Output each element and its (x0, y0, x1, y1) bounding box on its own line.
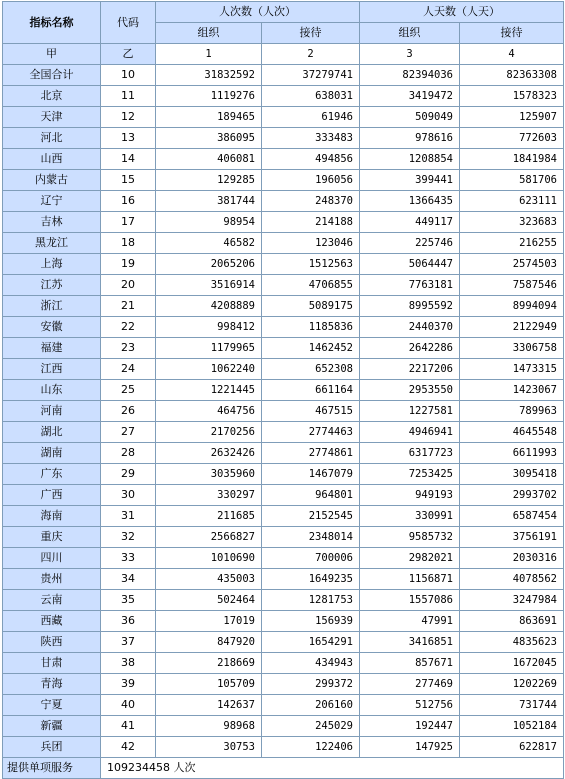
region-code-cell: 12 (101, 107, 156, 128)
region-name-cell: 江苏 (3, 275, 101, 296)
region-code-cell: 18 (101, 233, 156, 254)
table-row (3, 569, 564, 590)
region-name-cell: 全国合计 (3, 65, 101, 86)
person-days-organize-cell: 7253425 (360, 464, 460, 485)
person-times-receive-cell: 1185836 (262, 317, 360, 338)
table-row (3, 359, 564, 380)
person-days-organize-cell: 399441 (360, 170, 460, 191)
person-times-receive-cell: 122406 (262, 737, 360, 758)
person-times-organize-cell: 330297 (156, 485, 262, 506)
person-days-receive-cell: 581706 (460, 170, 564, 191)
table-row (3, 632, 564, 653)
person-days-receive-cell: 125907 (460, 107, 564, 128)
person-days-organize-cell: 9585732 (360, 527, 460, 548)
person-times-organize-cell: 129285 (156, 170, 262, 191)
region-code-cell: 31 (101, 506, 156, 527)
index-cell: 2 (262, 44, 360, 65)
person-times-receive-cell: 214188 (262, 212, 360, 233)
person-days-receive-cell: 2030316 (460, 548, 564, 569)
person-times-organize-cell: 502464 (156, 590, 262, 611)
region-name-cell: 河南 (3, 401, 101, 422)
person-days-receive-cell: 2993702 (460, 485, 564, 506)
index-cell: 3 (360, 44, 460, 65)
person-times-receive-cell: 4706855 (262, 275, 360, 296)
person-days-receive-cell: 622817 (460, 737, 564, 758)
region-name-cell: 江西 (3, 359, 101, 380)
person-days-organize-cell: 449117 (360, 212, 460, 233)
single-service-value: 109234458 人次 (101, 758, 564, 779)
person-times-receive-cell: 2152545 (262, 506, 360, 527)
person-days-organize-cell: 330991 (360, 506, 460, 527)
region-code-cell: 41 (101, 716, 156, 737)
person-days-receive-cell: 2574503 (460, 254, 564, 275)
person-times-organize-header: 组织 (156, 23, 262, 44)
person-times-receive-cell: 1462452 (262, 338, 360, 359)
person-days-receive-cell: 731744 (460, 695, 564, 716)
region-code-cell: 21 (101, 296, 156, 317)
person-times-receive-cell: 434943 (262, 653, 360, 674)
person-times-organize-cell: 105709 (156, 674, 262, 695)
person-times-receive-cell: 123046 (262, 233, 360, 254)
region-code-cell: 24 (101, 359, 156, 380)
person-times-organize-cell: 2632426 (156, 443, 262, 464)
person-days-header: 人天数（人天） (360, 2, 564, 23)
table-row (3, 128, 564, 149)
person-days-organize-cell: 1156871 (360, 569, 460, 590)
person-times-organize-cell: 98968 (156, 716, 262, 737)
person-days-organize-cell: 2217206 (360, 359, 460, 380)
index-row (3, 44, 564, 65)
person-times-receive-cell: 1281753 (262, 590, 360, 611)
person-days-organize-cell: 1208854 (360, 149, 460, 170)
person-days-receive-cell: 789963 (460, 401, 564, 422)
person-times-organize-cell: 46582 (156, 233, 262, 254)
table-row (3, 107, 564, 128)
person-days-receive-cell: 1672045 (460, 653, 564, 674)
person-days-receive-cell: 3306758 (460, 338, 564, 359)
table-row (3, 212, 564, 233)
person-days-organize-cell: 978616 (360, 128, 460, 149)
table-row (3, 191, 564, 212)
person-days-organize-cell: 192447 (360, 716, 460, 737)
person-days-organize-cell: 2440370 (360, 317, 460, 338)
person-days-organize-cell: 857671 (360, 653, 460, 674)
region-name-cell: 甘肃 (3, 653, 101, 674)
region-name-cell: 湖南 (3, 443, 101, 464)
person-times-receive-cell: 652308 (262, 359, 360, 380)
person-times-receive-cell: 2348014 (262, 527, 360, 548)
person-times-receive-cell: 2774861 (262, 443, 360, 464)
person-days-receive-cell: 3095418 (460, 464, 564, 485)
region-name-cell: 宁夏 (3, 695, 101, 716)
person-times-organize-cell: 1221445 (156, 380, 262, 401)
person-times-header: 人次数（人次） (156, 2, 360, 23)
region-name-cell: 辽宁 (3, 191, 101, 212)
person-days-receive-cell: 82363308 (460, 65, 564, 86)
table-row (3, 86, 564, 107)
person-days-receive-cell: 216255 (460, 233, 564, 254)
region-name-cell: 河北 (3, 128, 101, 149)
region-name-cell: 内蒙古 (3, 170, 101, 191)
person-times-organize-cell: 1062240 (156, 359, 262, 380)
region-code-cell: 29 (101, 464, 156, 485)
table-row (3, 443, 564, 464)
region-code-cell: 23 (101, 338, 156, 359)
person-times-organize-cell: 3035960 (156, 464, 262, 485)
table-row (3, 611, 564, 632)
region-code-cell: 33 (101, 548, 156, 569)
region-name-cell: 云南 (3, 590, 101, 611)
table-body (3, 65, 564, 758)
person-days-organize-cell: 949193 (360, 485, 460, 506)
person-days-organize-cell: 8995592 (360, 296, 460, 317)
person-days-organize-cell: 6317723 (360, 443, 460, 464)
person-times-receive-cell: 2774463 (262, 422, 360, 443)
person-days-receive-cell: 1578323 (460, 86, 564, 107)
person-times-receive-cell: 248370 (262, 191, 360, 212)
person-days-receive-cell: 2122949 (460, 317, 564, 338)
region-name-cell: 吉林 (3, 212, 101, 233)
table-row (3, 401, 564, 422)
index-cell: 乙 (101, 44, 156, 65)
person-days-receive-cell: 6587454 (460, 506, 564, 527)
region-code-cell: 27 (101, 422, 156, 443)
table-row (3, 653, 564, 674)
person-times-organize-cell: 847920 (156, 632, 262, 653)
table-row (3, 422, 564, 443)
person-times-organize-cell: 98954 (156, 212, 262, 233)
indicator-name-header: 指标名称 (3, 2, 101, 44)
table-row (3, 485, 564, 506)
table-row (3, 527, 564, 548)
person-days-organize-cell: 509049 (360, 107, 460, 128)
person-times-organize-cell: 1179965 (156, 338, 262, 359)
person-days-receive-cell: 1052184 (460, 716, 564, 737)
person-times-receive-cell: 196056 (262, 170, 360, 191)
person-days-receive-cell: 1841984 (460, 149, 564, 170)
person-days-receive-cell: 1473315 (460, 359, 564, 380)
person-days-organize-cell: 512756 (360, 695, 460, 716)
person-days-organize-cell: 1366435 (360, 191, 460, 212)
person-times-receive-cell: 245029 (262, 716, 360, 737)
region-name-cell: 湖北 (3, 422, 101, 443)
person-days-receive-cell: 4835623 (460, 632, 564, 653)
table-row (3, 65, 564, 86)
region-code-cell: 32 (101, 527, 156, 548)
region-name-cell: 新疆 (3, 716, 101, 737)
person-times-organize-cell: 4208889 (156, 296, 262, 317)
region-code-cell: 22 (101, 317, 156, 338)
region-code-cell: 28 (101, 443, 156, 464)
table-row (3, 233, 564, 254)
region-code-cell: 37 (101, 632, 156, 653)
person-times-receive-cell: 964801 (262, 485, 360, 506)
region-name-cell: 天津 (3, 107, 101, 128)
index-cell: 甲 (3, 44, 101, 65)
person-days-organize-cell: 4946941 (360, 422, 460, 443)
region-name-cell: 山东 (3, 380, 101, 401)
region-name-cell: 四川 (3, 548, 101, 569)
table-row (3, 464, 564, 485)
table-row (3, 695, 564, 716)
person-days-receive-cell: 7587546 (460, 275, 564, 296)
region-code-cell: 19 (101, 254, 156, 275)
region-code-cell: 15 (101, 170, 156, 191)
person-days-organize-cell: 225746 (360, 233, 460, 254)
person-days-receive-cell: 6611993 (460, 443, 564, 464)
table-row (3, 737, 564, 758)
person-times-receive-cell: 1467079 (262, 464, 360, 485)
person-times-receive-cell: 700006 (262, 548, 360, 569)
person-times-organize-cell: 30753 (156, 737, 262, 758)
person-times-organize-cell: 31832592 (156, 65, 262, 86)
person-days-receive-cell: 863691 (460, 611, 564, 632)
table-row (3, 149, 564, 170)
person-times-organize-cell: 211685 (156, 506, 262, 527)
person-days-receive-cell: 1202269 (460, 674, 564, 695)
person-days-organize-cell: 7763181 (360, 275, 460, 296)
person-times-receive-cell: 467515 (262, 401, 360, 422)
table-row (3, 548, 564, 569)
region-code-cell: 40 (101, 695, 156, 716)
person-days-receive-cell: 4078562 (460, 569, 564, 590)
person-times-receive-cell: 638031 (262, 86, 360, 107)
table-row (3, 254, 564, 275)
table-row (3, 170, 564, 191)
person-times-organize-cell: 189465 (156, 107, 262, 128)
person-times-organize-cell: 2065206 (156, 254, 262, 275)
person-days-organize-cell: 3419472 (360, 86, 460, 107)
region-name-cell: 重庆 (3, 527, 101, 548)
person-times-organize-cell: 142637 (156, 695, 262, 716)
region-code-cell: 38 (101, 653, 156, 674)
person-days-organize-cell: 147925 (360, 737, 460, 758)
person-days-receive-cell: 623111 (460, 191, 564, 212)
region-code-cell: 30 (101, 485, 156, 506)
person-times-receive-cell: 206160 (262, 695, 360, 716)
region-code-cell: 13 (101, 128, 156, 149)
person-days-organize-cell: 1557086 (360, 590, 460, 611)
single-service-label: 提供单项服务 (3, 758, 101, 779)
person-days-organize-cell: 1227581 (360, 401, 460, 422)
region-code-cell: 26 (101, 401, 156, 422)
region-code-cell: 42 (101, 737, 156, 758)
region-name-cell: 贵州 (3, 569, 101, 590)
person-times-organize-cell: 2566827 (156, 527, 262, 548)
table-row (3, 674, 564, 695)
statistics-table (2, 1, 564, 779)
person-times-receive-cell: 1649235 (262, 569, 360, 590)
person-times-organize-cell: 464756 (156, 401, 262, 422)
region-code-cell: 25 (101, 380, 156, 401)
region-code-cell: 10 (101, 65, 156, 86)
person-days-receive-cell: 1423067 (460, 380, 564, 401)
person-times-organize-cell: 3516914 (156, 275, 262, 296)
footer-row (3, 758, 564, 779)
person-days-organize-header: 组织 (360, 23, 460, 44)
person-times-organize-cell: 2170256 (156, 422, 262, 443)
person-times-organize-cell: 17019 (156, 611, 262, 632)
region-name-cell: 福建 (3, 338, 101, 359)
person-days-receive-cell: 8994094 (460, 296, 564, 317)
person-times-receive-cell: 661164 (262, 380, 360, 401)
region-name-cell: 黑龙江 (3, 233, 101, 254)
index-cell: 4 (460, 44, 564, 65)
region-code-cell: 16 (101, 191, 156, 212)
person-days-receive-cell: 772603 (460, 128, 564, 149)
table-row (3, 317, 564, 338)
person-days-receive-cell: 323683 (460, 212, 564, 233)
code-header: 代码 (101, 2, 156, 44)
region-code-cell: 35 (101, 590, 156, 611)
person-times-organize-cell: 435003 (156, 569, 262, 590)
region-code-cell: 17 (101, 212, 156, 233)
person-days-organize-cell: 47991 (360, 611, 460, 632)
person-times-organize-cell: 1119276 (156, 86, 262, 107)
person-days-receive-cell: 3247984 (460, 590, 564, 611)
person-days-organize-cell: 82394036 (360, 65, 460, 86)
index-cell: 1 (156, 44, 262, 65)
person-days-organize-cell: 5064447 (360, 254, 460, 275)
table-row (3, 506, 564, 527)
person-times-receive-cell: 37279741 (262, 65, 360, 86)
person-times-organize-cell: 386095 (156, 128, 262, 149)
person-days-organize-cell: 2982021 (360, 548, 460, 569)
region-code-cell: 39 (101, 674, 156, 695)
table-row (3, 275, 564, 296)
person-times-organize-cell: 1010690 (156, 548, 262, 569)
region-name-cell: 西藏 (3, 611, 101, 632)
region-name-cell: 海南 (3, 506, 101, 527)
person-times-organize-cell: 406081 (156, 149, 262, 170)
person-times-receive-cell: 156939 (262, 611, 360, 632)
person-times-receive-cell: 333483 (262, 128, 360, 149)
header-row-1 (3, 2, 564, 23)
region-code-cell: 34 (101, 569, 156, 590)
region-code-cell: 11 (101, 86, 156, 107)
table-row (3, 338, 564, 359)
region-name-cell: 陕西 (3, 632, 101, 653)
table-row (3, 296, 564, 317)
person-times-receive-cell: 61946 (262, 107, 360, 128)
table-row (3, 590, 564, 611)
person-days-organize-cell: 277469 (360, 674, 460, 695)
person-times-organize-cell: 381744 (156, 191, 262, 212)
person-times-receive-cell: 1512563 (262, 254, 360, 275)
person-days-organize-cell: 2642286 (360, 338, 460, 359)
region-name-cell: 浙江 (3, 296, 101, 317)
person-days-receive-cell: 4645548 (460, 422, 564, 443)
person-times-receive-cell: 5089175 (262, 296, 360, 317)
region-code-cell: 36 (101, 611, 156, 632)
person-days-organize-cell: 3416851 (360, 632, 460, 653)
region-code-cell: 14 (101, 149, 156, 170)
table-row (3, 716, 564, 737)
person-days-receive-header: 接待 (460, 23, 564, 44)
person-times-receive-cell: 494856 (262, 149, 360, 170)
person-days-organize-cell: 2953550 (360, 380, 460, 401)
region-name-cell: 安徽 (3, 317, 101, 338)
region-name-cell: 广西 (3, 485, 101, 506)
region-name-cell: 青海 (3, 674, 101, 695)
region-name-cell: 广东 (3, 464, 101, 485)
region-code-cell: 20 (101, 275, 156, 296)
region-name-cell: 兵团 (3, 737, 101, 758)
person-times-receive-cell: 299372 (262, 674, 360, 695)
person-times-organize-cell: 218669 (156, 653, 262, 674)
person-times-organize-cell: 998412 (156, 317, 262, 338)
region-name-cell: 山西 (3, 149, 101, 170)
table-row (3, 380, 564, 401)
person-days-receive-cell: 3756191 (460, 527, 564, 548)
person-times-receive-header: 接待 (262, 23, 360, 44)
person-times-receive-cell: 1654291 (262, 632, 360, 653)
region-name-cell: 北京 (3, 86, 101, 107)
region-name-cell: 上海 (3, 254, 101, 275)
